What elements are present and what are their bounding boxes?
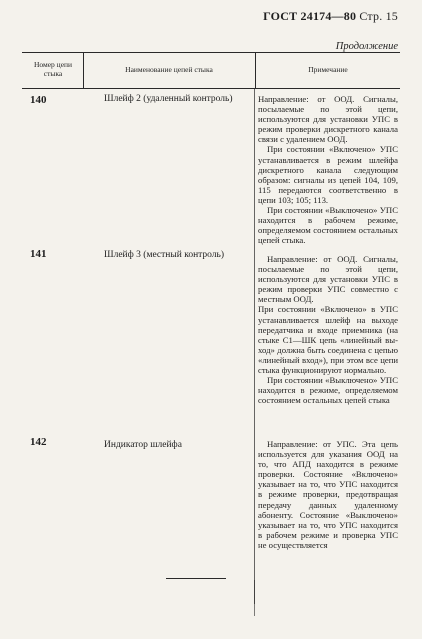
column-divider-1 — [83, 52, 84, 89]
page-header — [263, 9, 398, 24]
circuit-name: Шлейф 2 (удаленный контроль) — [104, 94, 233, 104]
circuit-number: 140 — [30, 94, 47, 106]
table-top-rule — [22, 52, 400, 53]
note-paragraph: Направление: от ООД. Сигналы, посылаемые по этой цепи, используются для установки УПС в режим проверки дискретного канала связи с удалением ООД. — [258, 94, 398, 145]
circuit-number: 142 — [30, 436, 47, 448]
note-paragraph: При состоянии «Включено» в УПС устанавливается шлейф на выходе передатчика и входе приемника (на стыке С1—ШК цепь «линейный выход» должна быть соединена с цепью «линейный вход»), при этом все цепи стыка функционируют нормально. — [258, 304, 398, 376]
continuation-label: Продолжение — [335, 41, 398, 52]
column-header-number: Номер цепи стыка — [33, 60, 73, 78]
circuit-name: Шлейф 3 (местный контроль) — [104, 250, 225, 260]
column-header-name: Наименование цепей стыка — [125, 65, 213, 74]
column-divider-2-tail — [254, 580, 255, 616]
circuit-note — [258, 439, 398, 550]
circuit-name: Индикатор шлейфа — [104, 440, 182, 450]
column-header-note: Примечание — [308, 65, 348, 74]
standard-number: ГОСТ 24174—80 — [263, 9, 357, 23]
note-paragraph: При состоянии «Включено» УПС устанавливается в режим шлейфа дискретного канала следующим образом: сигналы из цепей 104, 109, 115 передаются соответственно в цепи 103; 105; 113. — [258, 144, 398, 205]
circuit-number: 141 — [30, 248, 47, 260]
note-paragraph: При состоянии «Выключено» УПС находится в режиме, определяемом состоянием остальных цепей стыка — [258, 375, 398, 406]
circuit-note — [258, 254, 398, 405]
page-number: Стр. 15 — [359, 9, 398, 23]
circuit-note — [258, 94, 398, 245]
column-divider-2 — [255, 52, 256, 89]
note-paragraph: При состоянии «Выключено» УПС находится в рабочем режиме, определяемом состоянием остальных цепей стыка. — [258, 205, 398, 246]
note-paragraph: Направление: от ООД. Сигналы, посылаемые по этой цепи, используются для установки УПС в режим проверки УПС совместно с местным ООД. — [258, 254, 398, 305]
note-paragraph: Направление: от УПС. Эта цепь используется для указания ООД на то, что АПД находится в режиме проверки. Состояние «Включено» указывает на то, что УПС находится в режиме проверки, предотвращая передачу данных удаленному абоненту. Состояние «Выключено» указывает на то, что УПС находится в рабочем режиме и проверка УПС не осуществляется — [258, 439, 398, 550]
table-end-stub — [166, 578, 226, 579]
table-header-rule — [22, 88, 400, 89]
column-divider-2-body — [254, 89, 255, 604]
